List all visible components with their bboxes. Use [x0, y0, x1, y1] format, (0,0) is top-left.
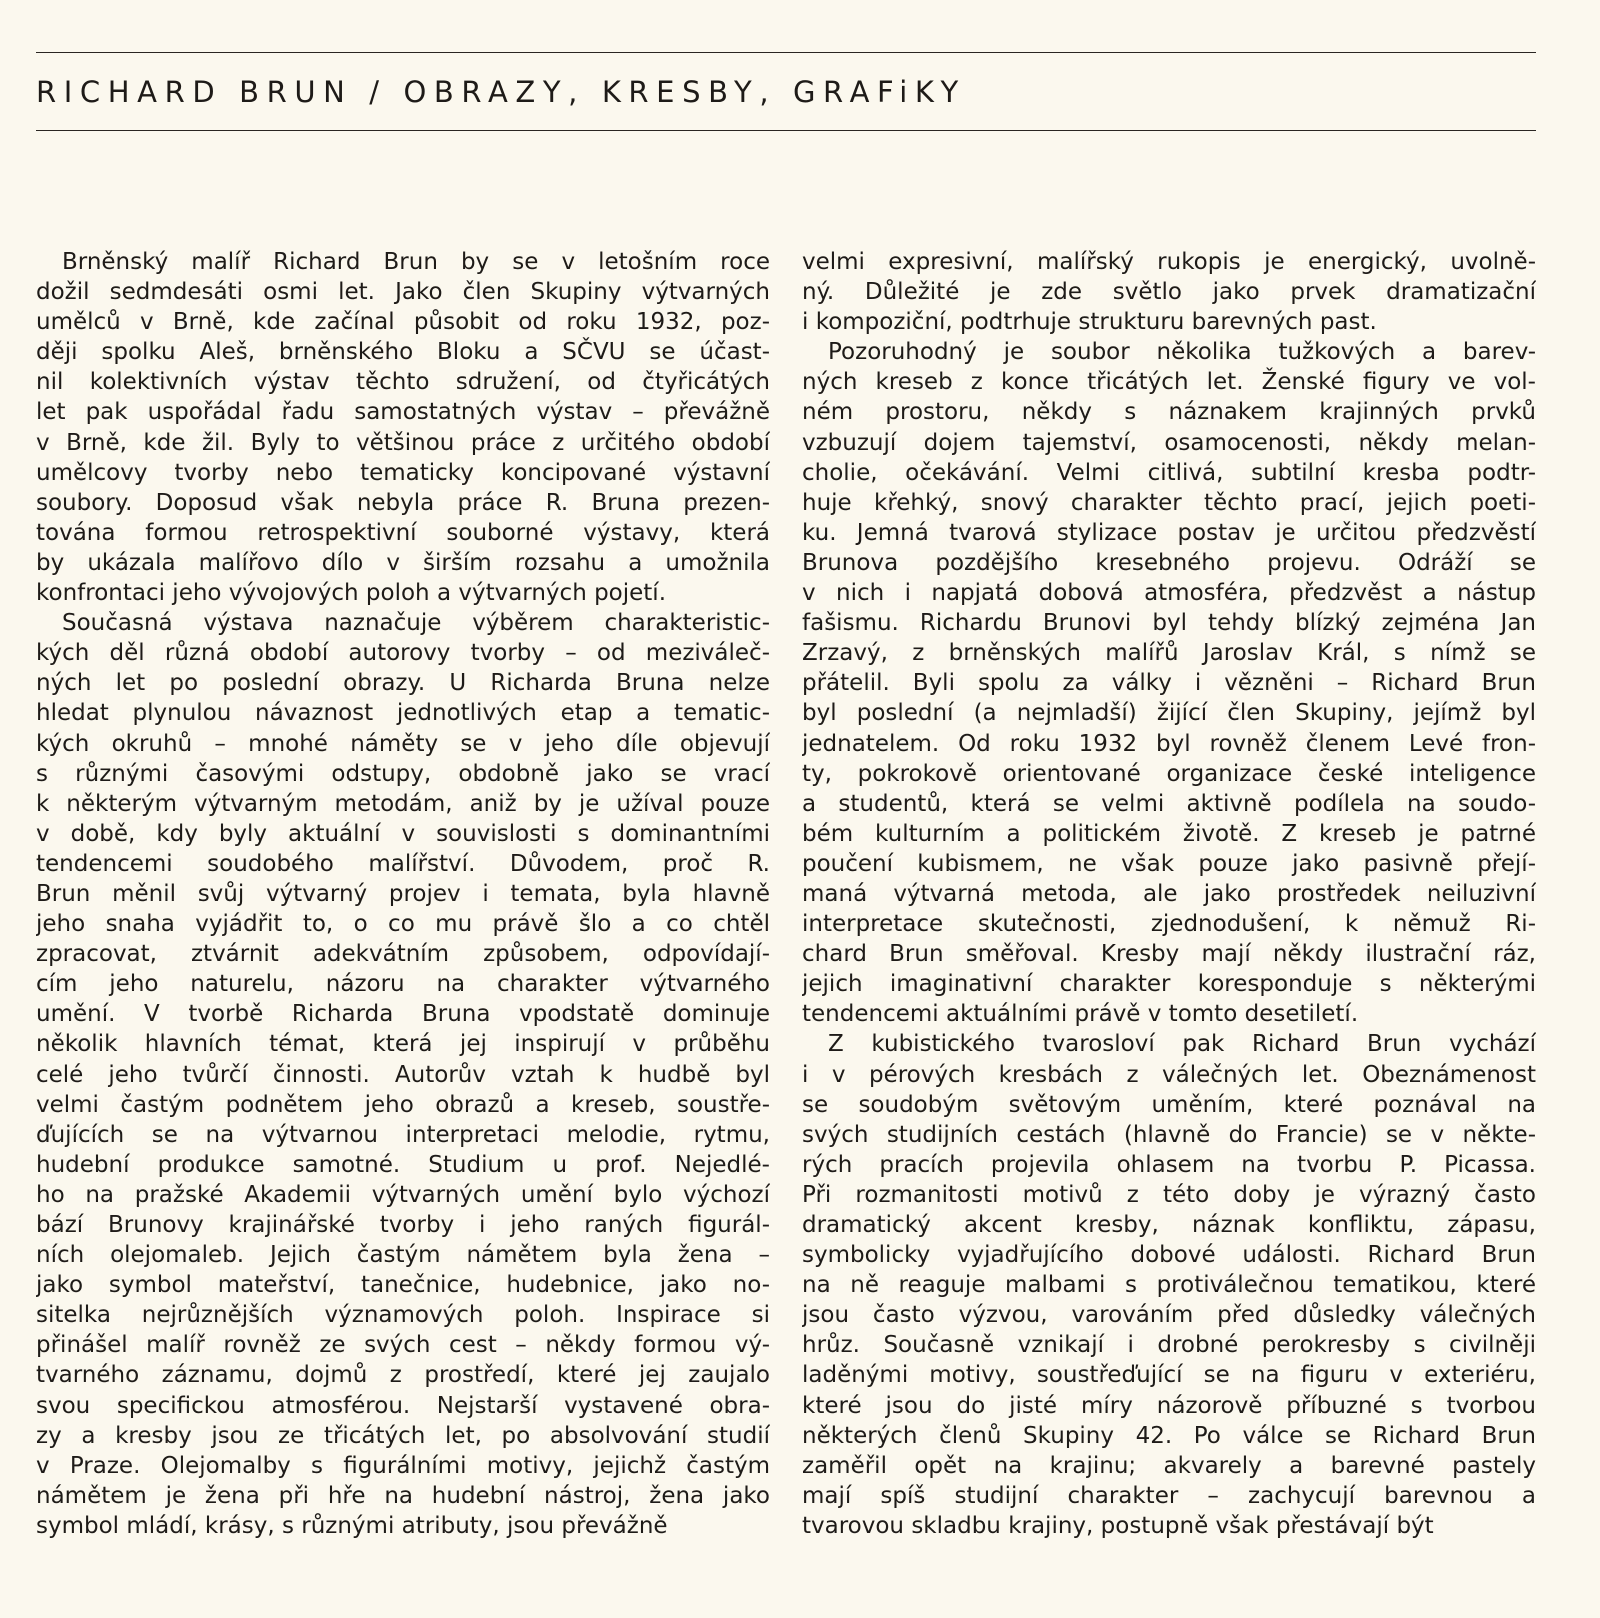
text-line: Zrzavý, z brněnských malířů Jaroslav Král, s nímž se	[802, 640, 1536, 667]
text-line: cholie, očekávání. Velmi citlivá, subtilní kresba podtr-	[802, 459, 1536, 486]
text-line: kých okruhů – mnohé náměty se v jeho díle objevují	[36, 730, 770, 757]
text-line: chard Brun směřoval. Kresby mají někdy ilustrační ráz,	[802, 941, 1536, 968]
text-line: v době, kdy byly aktuální v souvislosti s dominantními	[36, 820, 770, 847]
text-line: celé jeho tvůrčí činnosti. Autorův vztah k hudbě byl	[36, 1061, 770, 1088]
paragraph	[36, 247, 770, 608]
text-line: tvarovou skladbu krajiny, postupně však přestávají být	[802, 1512, 1434, 1539]
paragraph	[802, 247, 1536, 337]
text-line: rých pracích projevila ohlasem na tvorbu P. Picassa.	[802, 1151, 1536, 1178]
paragraph	[802, 1029, 1536, 1541]
text-line: v Praze. Olejomalby s figurálními motivy, jejichž častým	[36, 1452, 770, 1479]
text-line: let pak uspořádal řadu samostatných výstav – převážně	[36, 399, 770, 426]
text-line: dramatický akcent kresby, náznak konfliktu, zápasu,	[802, 1212, 1536, 1238]
text-line: nil kolektivních výstav těchto sdružení, od čtyřicátých	[36, 369, 770, 396]
text-line: jejich imaginativní charakter koresponduje s některými	[802, 971, 1536, 998]
text-line: soubory. Doposud však nebyla práce R. Bruna prezen-	[36, 489, 770, 516]
text-line: hudební produkce samotné. Studium u prof. Nejedlé-	[36, 1151, 770, 1178]
text-line: v nich i napjatá dobová atmosféra, předzvěst a nástup	[802, 580, 1536, 607]
text-line: námětem je žena při hře na hudební nástroj, žena jako	[36, 1482, 770, 1509]
text-line: kých děl různá období autorovy tvorby – od meziváleč-	[36, 640, 770, 667]
text-line: k některým výtvarným metodám, aniž by je užíval pouze	[36, 790, 770, 817]
text-line: umělcovy tvorby nebo tematicky koncipované výstavní	[36, 459, 770, 486]
paragraph	[36, 608, 770, 1541]
text-line: zpracovat, ztvárnit adekvátním způsobem, odpovídají-	[36, 941, 770, 968]
paragraph	[802, 337, 1536, 1029]
text-line: zy a kresby jsou ze třicátých let, po absolvování studií	[36, 1422, 770, 1449]
text-line: a studentů, která se velmi aktivně podílela na soudo-	[802, 790, 1536, 817]
text-line: zaměřil opět na krajinu; akvarely a barevné pastely	[802, 1452, 1536, 1479]
text-line: velmi častým podnětem jeho obrazů a kreseb, soustře-	[36, 1091, 770, 1118]
text-line: na ně reaguje malbami s protiválečnou tematikou, které	[802, 1272, 1536, 1299]
text-line: umění. V tvorbě Richarda Bruna vpodstatě dominuje	[36, 1001, 770, 1028]
text-line: symbol mládí, krásy, s různými atributy, jsou převážně	[36, 1512, 668, 1539]
text-line: tendencemi soudobého malířství. Důvodem, proč R.	[36, 850, 770, 877]
page-title: RICHARD BRUN / OBRAZY, KRESBY, GRAFiKY	[36, 75, 966, 109]
text-line: s různými časovými odstupy, obdobně jako se vrací	[36, 760, 770, 787]
text-line: ných let po poslední obrazy. U Richarda Bruna nelze	[36, 670, 770, 697]
text-line: bém kulturním a politickém životě. Z kreseb je patrné	[802, 820, 1536, 847]
text-line: ných kreseb z konce třicátých let. Ženské figury ve vol-	[802, 369, 1536, 396]
header-top-rule	[36, 52, 1536, 53]
text-line: ty, pokrokově orientované organizace české inteligence	[802, 760, 1536, 787]
text-line: Brunova pozdějšího kresebného projevu. Odráží se	[802, 549, 1536, 576]
text-line: hrůz. Současně vznikají i drobné perokresby s civilněji	[802, 1332, 1536, 1359]
right-text-column	[802, 247, 1536, 1541]
text-line: vzbuzují dojem tajemství, osamocenosti, někdy melan-	[802, 429, 1536, 456]
text-line: by ukázala malířovo dílo v širším rozsahu a umožnila	[36, 549, 770, 576]
text-line: interpretace skutečnosti, zjednodušení, k němuž Ri-	[802, 911, 1536, 938]
text-line: ďujících se na výtvarnou interpretaci melodie, rytmu,	[36, 1121, 770, 1148]
text-line: laděnými motivy, soustřeďující se na figuru v exteriéru,	[802, 1362, 1536, 1389]
text-line: Brněnský malíř Richard Brun by se v letošním roce	[62, 249, 770, 275]
text-line: maná výtvarná metoda, ale jako prostředek neiluzivní	[802, 880, 1536, 907]
text-line: sitelka nejrůznějších významových poloh. Inspirace si	[36, 1302, 770, 1329]
text-line: cím jeho naturelu, názoru na charakter výtvarného	[36, 971, 770, 998]
text-line: jsou často výzvou, varováním před důsledky válečných	[802, 1302, 1536, 1329]
text-line: jeho snaha vyjádřit to, o co mu právě šlo a co chtěl	[36, 911, 770, 938]
text-line: ních olejomaleb. Jejich častým námětem byla žena –	[36, 1242, 770, 1269]
text-line: fašismu. Richardu Brunovi byl tehdy blízký zejména Jan	[802, 610, 1536, 637]
text-line: jako symbol mateřství, tanečnice, hudebnice, jako no-	[36, 1272, 770, 1299]
text-line: Z kubistického tvarosloví pak Richard Brun vychází	[828, 1031, 1536, 1058]
text-line: několik hlavních témat, která jej inspirují v průběhu	[36, 1031, 770, 1058]
left-text-column	[36, 247, 770, 1541]
text-line: symbolicky vyjadřujícího dobové události. Richard Brun	[802, 1242, 1536, 1269]
text-line: Současná výstava naznačuje výběrem charakteristic-	[62, 610, 770, 637]
text-line: se soudobým světovým uměním, které poznával na	[802, 1091, 1536, 1118]
header-bottom-rule	[36, 130, 1536, 131]
text-line: Při rozmanitosti motivů z této doby je výrazný často	[802, 1181, 1536, 1208]
text-line: i kompoziční, podtrhuje strukturu barevných past.	[802, 309, 1377, 336]
text-line: i v pérových kresbách z válečných let. Obeznámenost	[802, 1061, 1536, 1088]
text-line: ku. Jemná tvarová stylizace postav je určitou předzvěstí	[802, 519, 1536, 546]
text-line: mají spíš studijní charakter – zachycují barevnou a	[802, 1482, 1536, 1509]
text-line: přátelil. Byli spolu za války i vězněni – Richard Brun	[802, 670, 1536, 697]
text-line: konfrontaci jeho vývojových poloh a výtvarných pojetí.	[36, 580, 667, 607]
text-line: byl poslední (a nejmladší) žijící člen Skupiny, jejímž byl	[802, 700, 1536, 727]
text-line: huje křehký, snový charakter těchto prací, jejich poeti-	[802, 489, 1536, 516]
text-line: svou specifickou atmosférou. Nejstarší vystavené obra-	[36, 1392, 770, 1419]
text-line: poučení kubismem, ne však pouze jako pasivně přejí-	[802, 850, 1536, 877]
text-line: Brun měnil svůj výtvarný projev i temata, byla hlavně	[36, 880, 770, 907]
text-line: svých studijních cestách (hlavně do Francie) se v někte-	[802, 1121, 1536, 1148]
text-line: jednatelem. Od roku 1932 byl rovněž členem Levé fron-	[802, 730, 1536, 757]
text-line: přinášel malíř rovněž ze svých cest – někdy formou vý-	[36, 1332, 770, 1359]
text-line: velmi expresivní, malířský rukopis je energický, uvolně-	[802, 249, 1536, 275]
text-line: hledat plynulou návaznost jednotlivých etap a tematic-	[36, 700, 770, 727]
text-line: které jsou do jisté míry názorově příbuzné s tvorbou	[802, 1392, 1536, 1419]
text-line: umělců v Brně, kde začínal působit od roku 1932, poz-	[36, 309, 770, 336]
text-line: ném prostoru, někdy s náznakem krajinných prvků	[802, 399, 1536, 426]
text-line: ději spolku Aleš, brněnského Bloku a SČVU se účast-	[36, 339, 770, 366]
text-line: ný. Důležité je zde světlo jako prvek dramatizační	[802, 279, 1536, 306]
text-line: tendencemi aktuálními právě v tomto desetiletí.	[802, 1001, 1359, 1028]
text-line: tována formou retrospektivní souborné výstavy, která	[36, 519, 770, 546]
text-line: některých členů Skupiny 42. Po válce se Richard Brun	[802, 1422, 1536, 1449]
text-line: Pozoruhodný je soubor několika tužkových a barev-	[828, 339, 1536, 366]
text-line: v Brně, kde žil. Byly to většinou práce z určitého období	[36, 429, 770, 456]
text-line: tvarného záznamu, dojmů z prostředí, které jej zaujalo	[36, 1362, 770, 1389]
text-line: bází Brunovy krajinářské tvorby i jeho raných figurál-	[36, 1212, 770, 1238]
text-line: ho na pražské Akademii výtvarných umění bylo výchozí	[36, 1181, 770, 1208]
text-line: dožil sedmdesáti osmi let. Jako člen Skupiny výtvarných	[36, 279, 770, 306]
